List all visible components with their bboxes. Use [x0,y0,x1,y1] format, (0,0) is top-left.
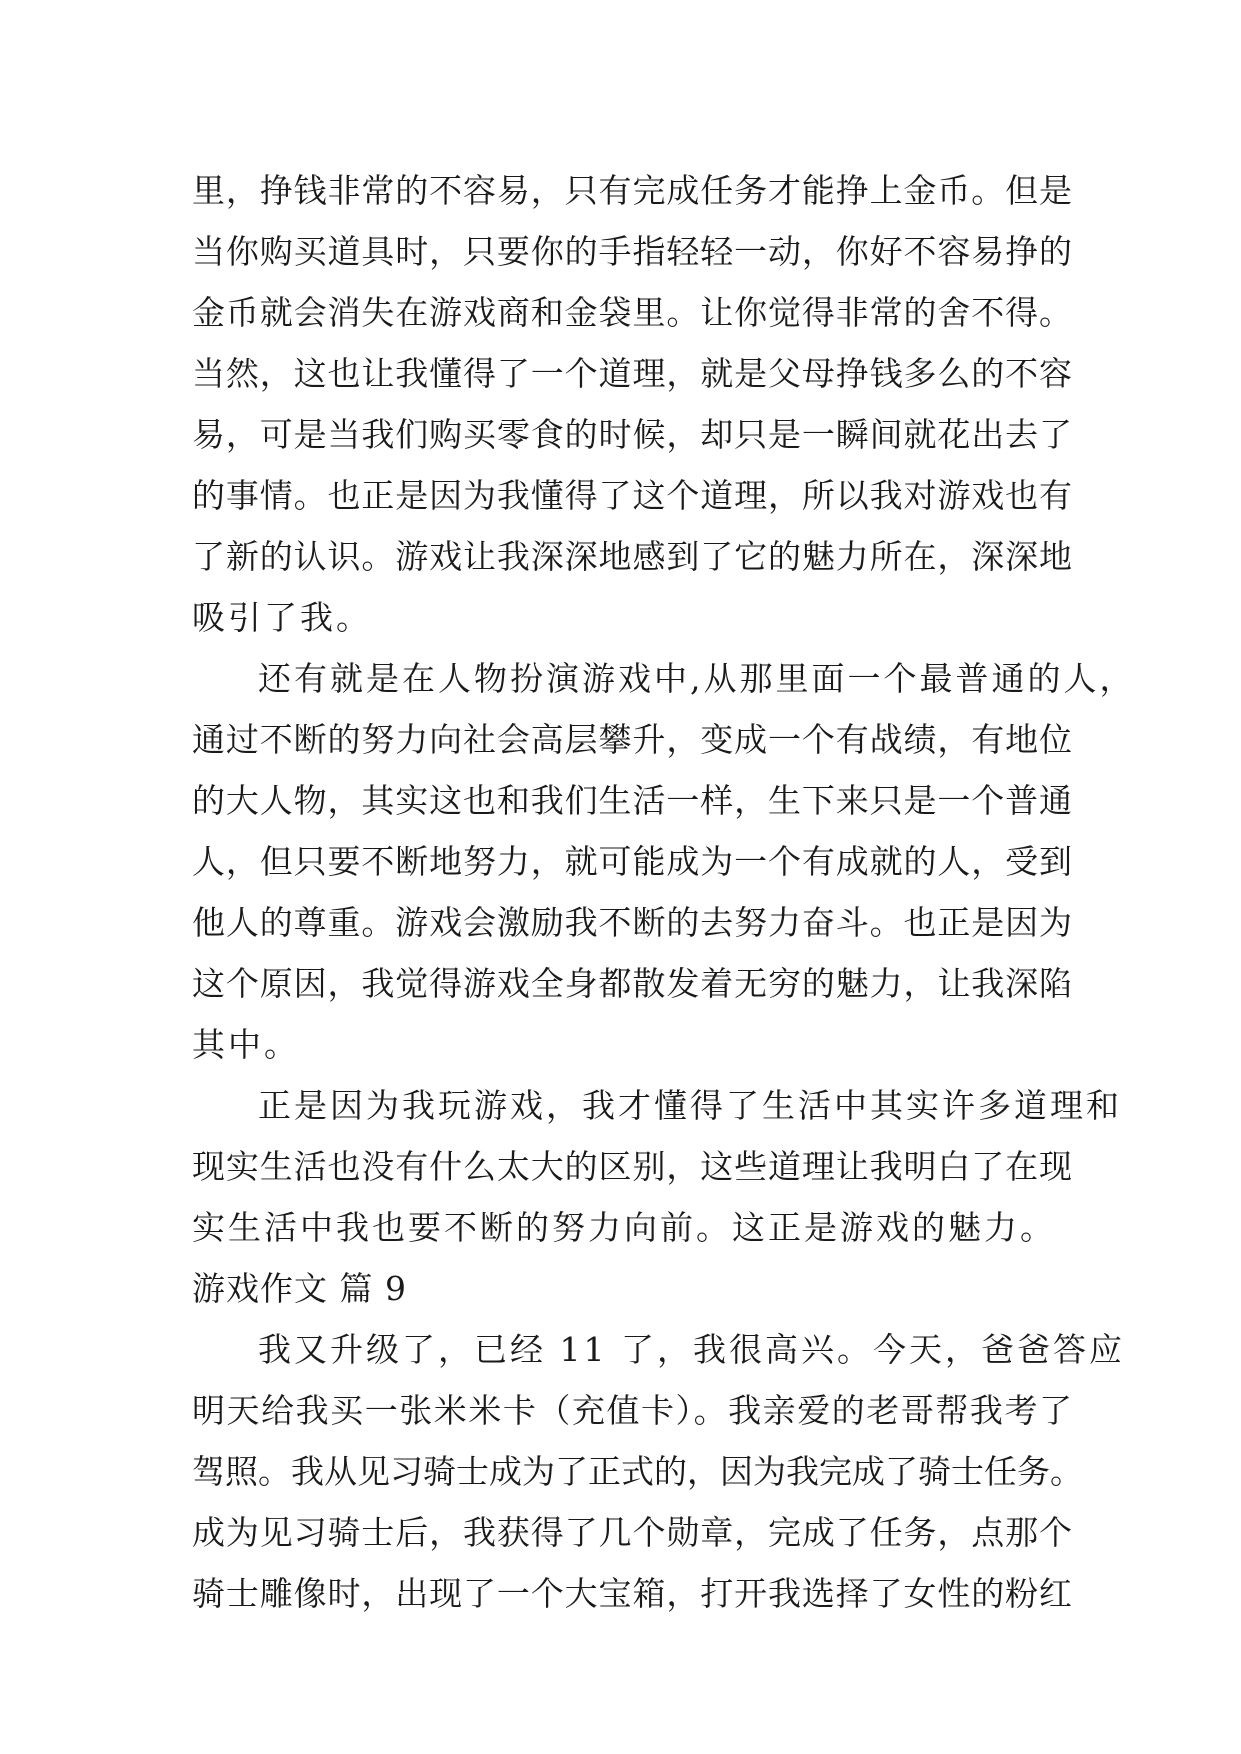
text-line: 明天给我买一张米米卡（充值卡）。我亲爱的老哥帮我考了 [192,1391,1072,1430]
text-line: 还有就是在人物扮演游戏中,从那里面一个最普通的人， [258,659,1136,698]
text-line: 实生活中我也要不断的努力向前。这正是游戏的魅力。 [192,1208,1056,1247]
text-line: 的事情。也正是因为我懂得了这个道理，所以我对游戏也有 [192,476,1072,515]
text-line: 现实生活也没有什么太大的区别，这些道理让我明白了在现 [192,1147,1072,1186]
text-line: 这个原因，我觉得游戏全身都散发着无穷的魅力，让我深陷 [192,964,1072,1003]
text-line: 通过不断的努力向社会高层攀升，变成一个有战绩，有地位 [192,720,1072,759]
text-line: 成为见习骑士后，我获得了几个勋章，完成了任务，点那个 [192,1513,1072,1552]
text-line: 人，但只要不断地努力，就可能成为一个有成就的人，受到 [192,842,1072,881]
text-line: 驾照。我从见习骑士成为了正式的，因为我完成了骑士任务。 [192,1452,1083,1491]
text-line: 当然，这也让我懂得了一个道理，就是父母挣钱多么的不容 [192,354,1072,393]
text-line: 他人的尊重。游戏会激励我不断的去努力奋斗。也正是因为 [192,903,1072,942]
text-line: 骑士雕像时，出现了一个大宝箱，打开我选择了女性的粉红 [192,1574,1072,1613]
text-line: 吸引了我。 [192,598,372,637]
text-line: 正是因为我玩游戏，我才懂得了生活中其实许多道理和 [258,1086,1122,1125]
text-line: 易，可是当我们购买零食的时候，却只是一瞬间就花出去了 [192,415,1072,454]
text-line: 金币就会消失在游戏商和金袋里。让你觉得非常的舍不得。 [192,293,1072,332]
text-line: 当你购买道具时，只要你的手指轻轻一动，你好不容易挣的 [192,232,1072,271]
body-text [192,160,1136,1624]
text-line: 我又升级了，已经 11 了，我很高兴。今天，爸爸答应 [258,1330,1125,1369]
text-line: 其中。 [192,1025,300,1064]
text-line: 了新的认识。游戏让我深深地感到了它的魅力所在，深深地 [192,537,1072,576]
text-line: 的大人物，其实这也和我们生活一样，生下来只是一个普通 [192,781,1072,820]
section-heading: 游戏作文 篇 9 [192,1269,407,1308]
text-line: 里，挣钱非常的不容易，只有完成任务才能挣上金币。但是 [192,171,1072,210]
